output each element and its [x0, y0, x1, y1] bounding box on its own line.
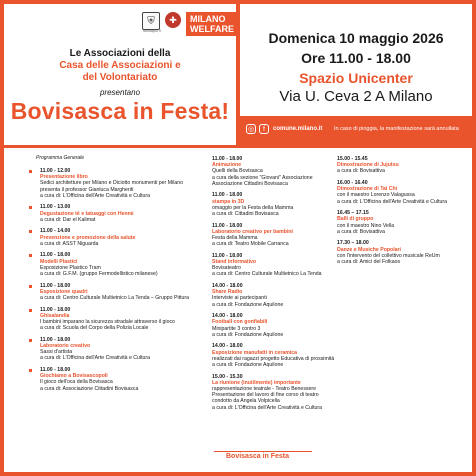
- event-name: Degustazione tè e tatuaggi con Hennè: [40, 210, 134, 217]
- event-detail: I bambini imparano la sicurezza stradale attraverso il gioco: [40, 319, 175, 326]
- event-name: Dimostrazione di Tai Chi: [337, 186, 398, 193]
- brand-line2: WELFARE: [190, 24, 234, 34]
- bullet-marker: [29, 339, 32, 342]
- event-time-slot: 11.00 - 13.00: [40, 204, 71, 211]
- event-detail: rappresentazione teatrale - Teatro Benessere: [212, 386, 317, 393]
- event-detail: a cura di: Cittadini Bovisasca: [212, 211, 279, 218]
- event-time-slot: 11.00 - 18.00: [212, 192, 243, 199]
- presentano-text: presentano: [99, 88, 141, 97]
- event-name: La riunione (inutilmente) importante: [212, 379, 301, 386]
- programme-event: [212, 374, 336, 411]
- event-detail: a cura di: L'Officina dell'Arte Creatività e Cultura: [212, 404, 323, 411]
- programme-panel: [4, 148, 472, 472]
- programme-event: [212, 253, 336, 278]
- event-detail: a cura della sezione "Giovani" Associazione: [212, 174, 313, 181]
- event-name: Giochiamo a Bovisascopoli: [40, 373, 108, 380]
- intro-line3: del Volontariato: [82, 72, 158, 83]
- municipality-caption: Municipio 9: [143, 29, 161, 33]
- programme-event: [212, 223, 336, 248]
- event-detail: a cura di: Centro Culturale Multietnico La Tenda: [212, 271, 322, 278]
- rain-note: In caso di pioggia, la manifestazione sarà annullata: [334, 126, 459, 132]
- event-date: Domenica 10 maggio 2026: [268, 30, 444, 46]
- event-time-slot: 14.00 - 18.00: [212, 283, 243, 290]
- event-name: Share Radio: [212, 289, 243, 296]
- event-detail: con il maestro Nino Vella: [337, 222, 395, 229]
- event-detail: a cura di: Fondazione Aquilone: [212, 301, 284, 308]
- event-detail: Minipartite 3 contro 3: [212, 325, 261, 332]
- event-detail: Sedici architetture per Milano e Diciotto monumenti per Milano: [40, 180, 184, 187]
- event-detail: a cura di: Amici del Folkaos: [337, 259, 401, 266]
- event-time-slot: 17.30 – 18.00: [337, 240, 369, 247]
- event-name: Balli di gruppo: [337, 216, 374, 223]
- event-detail: a cura di: ASST Niguarda: [40, 240, 99, 247]
- event-time-slot: 11.00 - 18.00: [40, 367, 71, 374]
- event-detail: Interviste ai partecipanti: [212, 295, 267, 302]
- event-detail: Bovisateatro: [212, 265, 241, 272]
- event-name: Esposizione quadri: [40, 288, 88, 295]
- instagram-icon[interactable]: ◎: [247, 126, 255, 133]
- programme-event: [40, 228, 206, 247]
- event-name: Prevenzione e promozione della salute: [40, 234, 136, 241]
- event-detail: Festa della Mamma: [212, 235, 258, 242]
- bullet-marker: [29, 170, 32, 173]
- programme-event: [40, 283, 206, 302]
- event-detail: a cura di: Dar el Kalimat: [40, 216, 96, 223]
- programme-event: [212, 156, 336, 187]
- event-detail: realizzati dai ragazzi progetto Educativa di prossimità: [212, 355, 335, 362]
- programme-event: [337, 210, 467, 235]
- footer-rule: [214, 451, 312, 452]
- programme-event: [40, 367, 206, 392]
- facebook-icon[interactable]: f: [259, 124, 269, 134]
- event-time-slot: 14.00 - 18.00: [212, 343, 243, 350]
- event-time-slot: 11.00 - 18.00: [40, 282, 71, 289]
- event-detail: a cura di: L'Officina dell'Arte Creatività e Cultura: [40, 355, 151, 362]
- event-name: Stand informativo: [212, 259, 257, 266]
- event-detail: a cura di: L'Officina dell'Arte Creatività e Cultura: [337, 198, 448, 205]
- event-name: Laboratorio creativo: [40, 343, 91, 350]
- intro-line2: Casa delle Associazioni e: [59, 60, 181, 71]
- event-detail: Esposizione Plastico Tram: [40, 264, 101, 271]
- event-time-slot: 15.00 - 15.30: [212, 373, 243, 380]
- event-detail: a cura di: Teatro Mobile Carranca: [212, 241, 289, 248]
- programme-event: [337, 240, 467, 265]
- event-time-slot: 16.00 - 16.40: [337, 180, 368, 186]
- municipality-crest-icon: ⛨: [142, 12, 160, 30]
- bullet-marker: [29, 285, 32, 288]
- programme-event: [40, 337, 206, 362]
- intro-line1: Le Associazioni della: [69, 48, 171, 59]
- event-time-slot: 16.45 – 17.15: [337, 210, 369, 217]
- event-name: Danze e Musiche Popolari: [337, 246, 401, 253]
- event-time-slot: 11.00 - 18.00: [212, 252, 243, 259]
- event-detail: Quelli della Bovisasca: [212, 168, 263, 175]
- event-time-slot: 14.00 - 18.00: [212, 313, 243, 320]
- event-name: Modelli Plastici: [40, 258, 78, 265]
- programme-event: [337, 180, 467, 205]
- event-detail: a cura di: Bovisattiva: [337, 168, 385, 175]
- bullet-marker: [29, 369, 32, 372]
- brand-line1: MILANO: [190, 14, 226, 24]
- programme-column-3: [337, 156, 467, 271]
- programme-event: [212, 192, 336, 217]
- programme-event: [40, 307, 206, 332]
- event-name: Presentazione libro: [40, 174, 88, 181]
- event-detail: Presentazione del lavoro di fine corso di teatro condotto da Angela Volpicella: [212, 392, 319, 405]
- event-name: Ghisalandia: [40, 312, 70, 319]
- event-name: Animazione: [212, 162, 242, 169]
- event-time-slot: 11.00 - 12.00: [40, 168, 71, 174]
- event-time: Ore 11.00 - 18.00: [301, 50, 411, 66]
- event-info-panel: [240, 4, 472, 145]
- event-detail: a cura di: G.F.M. (gruppo Fermodellistico milanese): [40, 271, 158, 278]
- bullet-marker: [29, 230, 32, 233]
- event-detail: Il gioco dell'oca della Bovisasca: [40, 379, 113, 386]
- event-name: Football con gonfiabili: [212, 319, 268, 326]
- event-time-slot: 11.00 - 18.00: [212, 156, 243, 162]
- event-detail: a cura di: Centro Culturale Multietnico La Tenda – Gruppo Pittura: [40, 295, 189, 302]
- programme-column-2: [212, 156, 336, 416]
- event-detail: con il maestro Lorenzo Valagussa: [337, 192, 415, 199]
- event-detail: Sassi d'artista: [40, 349, 73, 356]
- event-time-slot: 11.00 - 18.00: [40, 252, 71, 259]
- event-time-slot: 11.00 - 14.00: [40, 228, 71, 235]
- bullet-marker: [29, 309, 32, 312]
- event-time-slot: 11.00 - 18.00: [212, 222, 243, 229]
- info-bar: [240, 116, 472, 145]
- event-detail: presenta il professor Gianluca Margheriti: [40, 186, 134, 193]
- event-name: Esposizione manufatti in ceramica: [212, 349, 298, 356]
- event-title: Bovisasca in Festa!: [10, 98, 230, 124]
- event-name: Laboratorio creativo per bambini: [212, 228, 293, 235]
- social-icons: [246, 124, 269, 134]
- event-time-slot: 11.00 - 18.00: [40, 336, 71, 343]
- programme-event: [212, 343, 336, 368]
- programme-column-1: [40, 168, 206, 397]
- website-link[interactable]: comune.milano.it: [273, 126, 323, 132]
- event-time-slot: 15.00 - 15.45: [337, 156, 368, 162]
- event-detail: a cura di: Bovisattiva: [337, 228, 385, 235]
- event-name: Dimostrazione di Jujutsu: [337, 162, 399, 169]
- event-detail: omaggio per la Festa della Mamma: [212, 204, 294, 211]
- event-detail: a cura di: L'Officina dell'Arte Creatività e Cultura: [40, 192, 151, 199]
- event-detail: a cura di: Associazione Cittadini Bovisasca: [40, 385, 139, 392]
- programme-event: [212, 313, 336, 338]
- event-detail: Associazione Cittadini Bovisasca: [212, 180, 288, 187]
- intro-panel: [4, 4, 236, 145]
- event-detail: a cura di: Fondazione Aquilone: [212, 362, 284, 369]
- programme-heading: Programma Generale: [36, 155, 85, 161]
- programme-event: [212, 283, 336, 308]
- programme-event: [40, 168, 206, 199]
- programme-event: [40, 204, 206, 223]
- programme-footer: Bovisasca in Festa: [226, 453, 290, 460]
- event-detail: a cura di: Fondazione Aquilone: [212, 331, 284, 338]
- milano-seal-icon: ✚: [165, 12, 181, 28]
- event-detail: a cura di: Scuola del Corpo della Polizia Locale: [40, 325, 149, 332]
- milano-welfare-logo: [186, 12, 238, 36]
- programme-event: [337, 156, 467, 175]
- event-name: stampa in 3D: [212, 198, 245, 205]
- event-time-slot: 11.00 - 18.00: [40, 306, 71, 313]
- event-address: Via U. Ceva 2 A Milano: [279, 88, 433, 105]
- bullet-marker: [29, 206, 32, 209]
- programme-event: [40, 252, 206, 277]
- event-detail: con l'intervento del collettivo musicale ReUm: [337, 252, 440, 259]
- event-venue: Spazio Unicenter: [299, 70, 413, 86]
- bullet-marker: [29, 254, 32, 257]
